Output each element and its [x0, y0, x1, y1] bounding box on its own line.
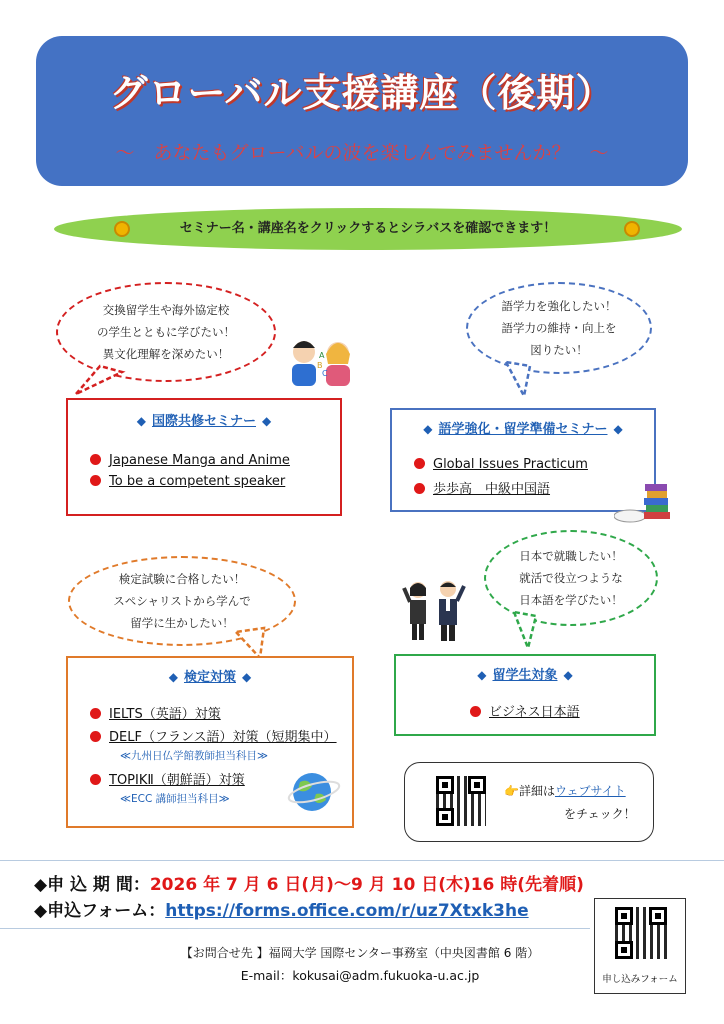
bubble-line: 就活で役立つような: [519, 571, 623, 585]
bubble-line: 日本で就職したい！: [519, 549, 623, 563]
bullet-icon: [414, 458, 425, 469]
course-category-link[interactable]: 検定対策: [183, 670, 236, 685]
section-box-intl: [66, 398, 342, 516]
list-item[interactable]: [414, 457, 654, 472]
course-link[interactable]: 歩歩高 中級中国語: [433, 482, 551, 497]
website-prefix: 詳細は: [518, 784, 555, 798]
bubble-line: スペシャリストから学んで: [113, 594, 251, 608]
instructor-note: ≪九州日仏学館教師担当科目≫: [120, 750, 268, 762]
website-text: [504, 782, 626, 799]
list-item[interactable]: [90, 474, 340, 489]
diamond-icon: ◆: [477, 668, 487, 682]
bubble-tail: [506, 608, 546, 654]
list-item[interactable]: [470, 701, 654, 720]
course-link[interactable]: Japanese Manga and Anime: [109, 453, 290, 468]
bullet-icon: [90, 731, 101, 742]
bubble-line: 留学に生かしたい！: [130, 616, 234, 630]
bullet-icon: [90, 454, 101, 465]
course-link[interactable]: TOPIKⅡ（朝鮮語）対策: [109, 773, 245, 788]
website-link[interactable]: ウェブサイト: [554, 784, 626, 798]
seminar-link[interactable]: 語学強化・留学準備セミナー: [438, 422, 608, 437]
contact-email[interactable]: E-mail：kokusai@adm.fukuoka-u.ac.jp: [240, 968, 480, 983]
course-link[interactable]: Global Issues Practicum: [433, 457, 588, 472]
coin-icon: [114, 221, 130, 237]
bubble-tail: [70, 360, 130, 400]
coin-icon: [624, 221, 640, 237]
period-value: 2026 年 7 月 6 日(月)～9 月 10 日(木)16 時(先着順): [149, 875, 584, 895]
diamond-icon: ◆: [262, 414, 272, 428]
website-qr-code[interactable]: [436, 776, 486, 826]
svg-text:C: C: [322, 369, 328, 378]
form-label: ◆申込フォーム：: [34, 901, 166, 921]
application-form: [34, 896, 529, 921]
diamond-icon: ◆: [168, 670, 178, 684]
list-item[interactable]: [90, 726, 352, 745]
course-link[interactable]: To be a competent speaker: [109, 474, 286, 489]
contact-info: 【お問合せ先 】福岡大学 国際センター事務室（中央図書館 6 階）: [180, 946, 540, 960]
syllabus-hint-banner: [54, 208, 682, 250]
diamond-icon: ◆: [136, 414, 146, 428]
bubble-line: 語学力を強化したい！: [501, 299, 617, 313]
books-icon: [614, 480, 670, 524]
svg-text:A: A: [319, 351, 325, 360]
bubble-line: 日本語を学びたい！: [519, 593, 623, 607]
syllabus-hint-text: セミナー名・講座名をクリックするとシラバスを確認できます！: [179, 221, 557, 236]
period-label: ◆申 込 期 間：: [34, 875, 150, 895]
bubble-line: 交換留学生や海外協定校: [102, 303, 230, 317]
section-title-lang[interactable]: [392, 418, 654, 437]
bubble-line: 検定試験に合格したい！: [118, 572, 246, 586]
bubble-line: の学生とともに学びたい！: [97, 325, 235, 339]
diamond-icon: ◆: [242, 670, 252, 684]
page-subtitle: ～ あなたもグローバルの波を楽しんでみませんか？ ～: [115, 142, 609, 164]
website-suffix: をチェック！: [564, 807, 636, 821]
pointing-hand-icon: 👉: [504, 784, 519, 798]
course-link[interactable]: DELF（フランス語）対策（短期集中）: [109, 730, 337, 745]
bullet-icon: [90, 774, 101, 785]
students-talking-icon: [286, 334, 356, 386]
form-qr-code[interactable]: [615, 907, 667, 959]
list-item[interactable]: [90, 703, 352, 722]
page-title: グローバル支援講座（後期）: [109, 71, 615, 115]
speech-bubble-lang: [466, 282, 652, 374]
bullet-icon: [90, 708, 101, 719]
globe-icon: [286, 768, 342, 816]
bubble-line: 語学力の維持・向上を: [501, 321, 617, 335]
instructor-note: ≪ECC 講師担当科目≫: [120, 793, 230, 805]
header-banner: [36, 36, 688, 186]
form-qr-caption: 申し込みフォーム: [602, 974, 678, 985]
form-url-link[interactable]: https://forms.office.com/r/uz7Xtxk3he: [165, 901, 529, 921]
bubble-line: 図りたい！: [530, 343, 588, 357]
course-link[interactable]: IELTS（英語）対策: [109, 707, 221, 722]
seminar-link[interactable]: 国際共修セミナー: [151, 414, 256, 429]
bubble-line: 異文化理解を深めたい！: [102, 347, 230, 361]
business-people-icon: [402, 576, 468, 642]
bullet-icon: [414, 483, 425, 494]
course-link[interactable]: ビジネス日本語: [489, 705, 580, 720]
bubble-tail: [500, 356, 540, 402]
section-title-intl-students[interactable]: [396, 664, 654, 683]
divider: [0, 928, 590, 929]
list-item[interactable]: [90, 453, 340, 468]
diamond-icon: ◆: [423, 422, 433, 436]
section-box-intl-students: [394, 654, 656, 736]
application-period: [34, 870, 584, 895]
divider: [0, 860, 724, 861]
bullet-icon: [470, 706, 481, 717]
diamond-icon: ◆: [613, 422, 623, 436]
form-qr-box: [594, 898, 686, 994]
bullet-icon: [90, 475, 101, 486]
section-title-cert[interactable]: [68, 666, 352, 685]
diamond-icon: ◆: [563, 668, 573, 682]
section-title-intl[interactable]: [68, 410, 340, 429]
course-category-link[interactable]: 留学生対象: [492, 668, 558, 683]
svg-text:B: B: [317, 361, 323, 370]
